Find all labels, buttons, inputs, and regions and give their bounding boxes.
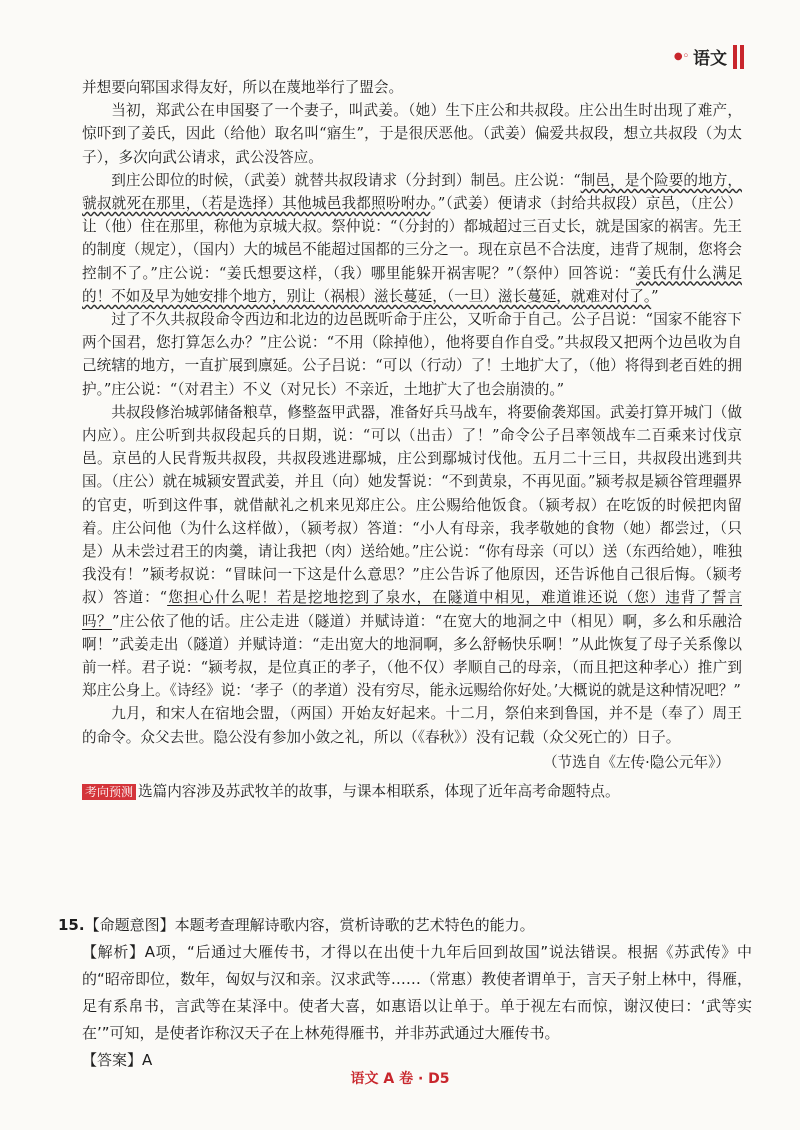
text-run: 到庄公即位的时候，（武姜）就替共叔段请求（分封到）制邑。庄公说：“: [111, 171, 581, 189]
question-analysis: 【解析】A项，“后通过大雁传书，才得以在出使十九年后回到故国”说法错误。根据《苏武传》中的“昭帝即位，数年，匈奴与汉和亲。汉求武等……（常惠）教使者谓单于，言天子射上林中，得雁，足有系帛书，言武等在某泽中。使者大喜，如惠语以让单于。单于视左右而惊，谢汉使曰：‘武等实在’”可知，是使者诈称汉天子在上林苑得雁书，并非苏武通过大雁传书。: [82, 943, 752, 1042]
paragraph: [82, 169, 742, 308]
text-run: ”: [651, 287, 659, 305]
underlined-text: 您担心什么呢！若是挖地挖到了泉水，在隧道中相见，难道谁还说（您）违背了誓言吗？: [82, 589, 742, 630]
paragraph: 过了不久共叔段命令西边和北边的边邑既听命于庄公，又听命于自己。公子吕说：“国家不能容下两个国君，您打算怎么办？”庄公说：“不用（除掉他），他将要自作自受。”共叔段又把两个边邑收为自己统辖的地方，一直扩展到廪延。公子吕说：“可以（行动）了！土地扩大了，（他）将得到老百姓的拥护。”庄公说：“（对君主）不义（对兄长）不亲近，土地扩大了也会崩溃的。”: [82, 311, 742, 398]
text-run: 共叔段修治城郭储备粮草，修整盔甲武器，准备好兵马战车，将要偷袭郑国。武姜打算开城门（做内应）。庄公听到共叔段起兵的日期，说：“可以（出击）了！”命令公子吕率领战车二百乘来讨伐京邑。京邑的人民背叛共叔段，共叔段逃进鄢城，庄公到鄢城讨伐他。五月二十三日，共叔段出逃到共国。（庄公）就在城颍安置武姜，并且（向）她发誓说：“不到黄泉，不再见面。”颍考叔是颍谷管理疆界的官吏，听到这件事，就借献礼之机来见郑庄公。庄公赐给他饭食。（颍考叔）在吃饭的时候把肉留着。庄公问他（为什么这样做），（颍考叔）答道：“小人有母亲，我孝敬她的食物（她）都尝过，（只是）从未尝过君王的肉羹，请让我把（肉）送给她。”庄公说：“你有母亲（可以）送（东西给她），唯独我没有！”颍考叔说：“冒昧问一下这是什么意思？”庄公告诉了他原因，还告诉他自己很后悔。（颍考叔）答道：“: [82, 403, 742, 607]
text-run: ”庄公依了他的话。庄公走进（隧道）并赋诗道：“在宽大的地洞之中（相见）啊，多么和乐融洽啊！”武姜走出（隧道）并赋诗道：“走出宽大的地洞啊，多么舒畅快乐啊！”从此恢复了母子关系像以前一样。君子说：“颍考叔，是位真正的孝子，（他不仅）孝顺自己的母亲，（而且把这种孝心）推广到郑庄公身上。《诗经》说：‘孝子（的孝道）没有穷尽，能永远赐给你好处。’大概说的就是这种情况吧？”: [82, 612, 742, 700]
text-run: 。”（武姜）便请求（封给共叔段）京邑，（庄公）让（他）住在那里，称他为京城大叔。祭仲说：“（分封的）都城超过三百丈长，就是国家的祸害。先王的制度（规定），（国内）大的城邑不能超过国都的三分之一。现在京邑不合法度，违背了规制，您将会控制不了。”庄公说：“姜氏想要这样，（我）哪里能躲开祸害呢？”（祭仲）回答说：“: [82, 195, 742, 282]
decor-dots-icon: ●◦: [673, 51, 689, 62]
forecast-text: 选篇内容涉及苏武牧羊的故事，与课本相联系，体现了近年高考命题特点。: [138, 783, 620, 801]
answer-block: [58, 912, 752, 1074]
question-answer: 【答案】A: [82, 1051, 153, 1069]
paragraph: 并想要向郓国求得友好，所以在蔑地举行了盟会。: [82, 79, 404, 96]
decor-bars-icon: [733, 45, 744, 69]
paragraph: 九月，和宋人在宿地会盟，（两国）开始友好起来。十二月，祭伯来到鲁国，并不是（奉了）周王的命令。众父去世。隐公没有参加小敛之礼，所以（《春秋》）没有记载（众父死亡的）日子。: [82, 705, 742, 746]
forecast-note: [82, 780, 742, 804]
subject-title: 语文: [693, 49, 727, 69]
forecast-tag: 考向预测: [82, 784, 136, 800]
question-number: 15.: [58, 916, 85, 934]
source-citation: （节选自《左传·隐公元年》）: [542, 753, 730, 771]
page-footer: 语文 A 卷 · D5: [350, 1071, 450, 1087]
paragraph: 当初，郑武公在申国娶了一个妻子，叫武姜。（她）生下庄公和共叔段。庄公出生时出现了难产，惊吓到了姜氏，因此（给他）取名叫“寤生”，于是很厌恶他。（武姜）偏爱共叔段，想立共叔段（为太子），多次向武公请求，武公没答应。: [82, 102, 742, 166]
subject-badge: [674, 44, 744, 69]
wavy-underlined-text: 姜氏有什么满足的！不如及早为她安排个地方，别让（祸根）滋长蔓延，（一旦）滋长蔓延，就难对付了。: [82, 264, 742, 305]
wavy-underlined-text: 制邑，是个险要的地方，虢叔就死在那里，（若是选择）其他城邑我都照吩咐办: [82, 171, 742, 213]
passage: [82, 76, 742, 804]
question-intent-text: 【命题意图】本题考查理解诗歌内容，赏析诗歌的艺术特色的能力。: [84, 916, 535, 934]
question-intent: [58, 912, 752, 939]
paragraph: [82, 401, 742, 703]
